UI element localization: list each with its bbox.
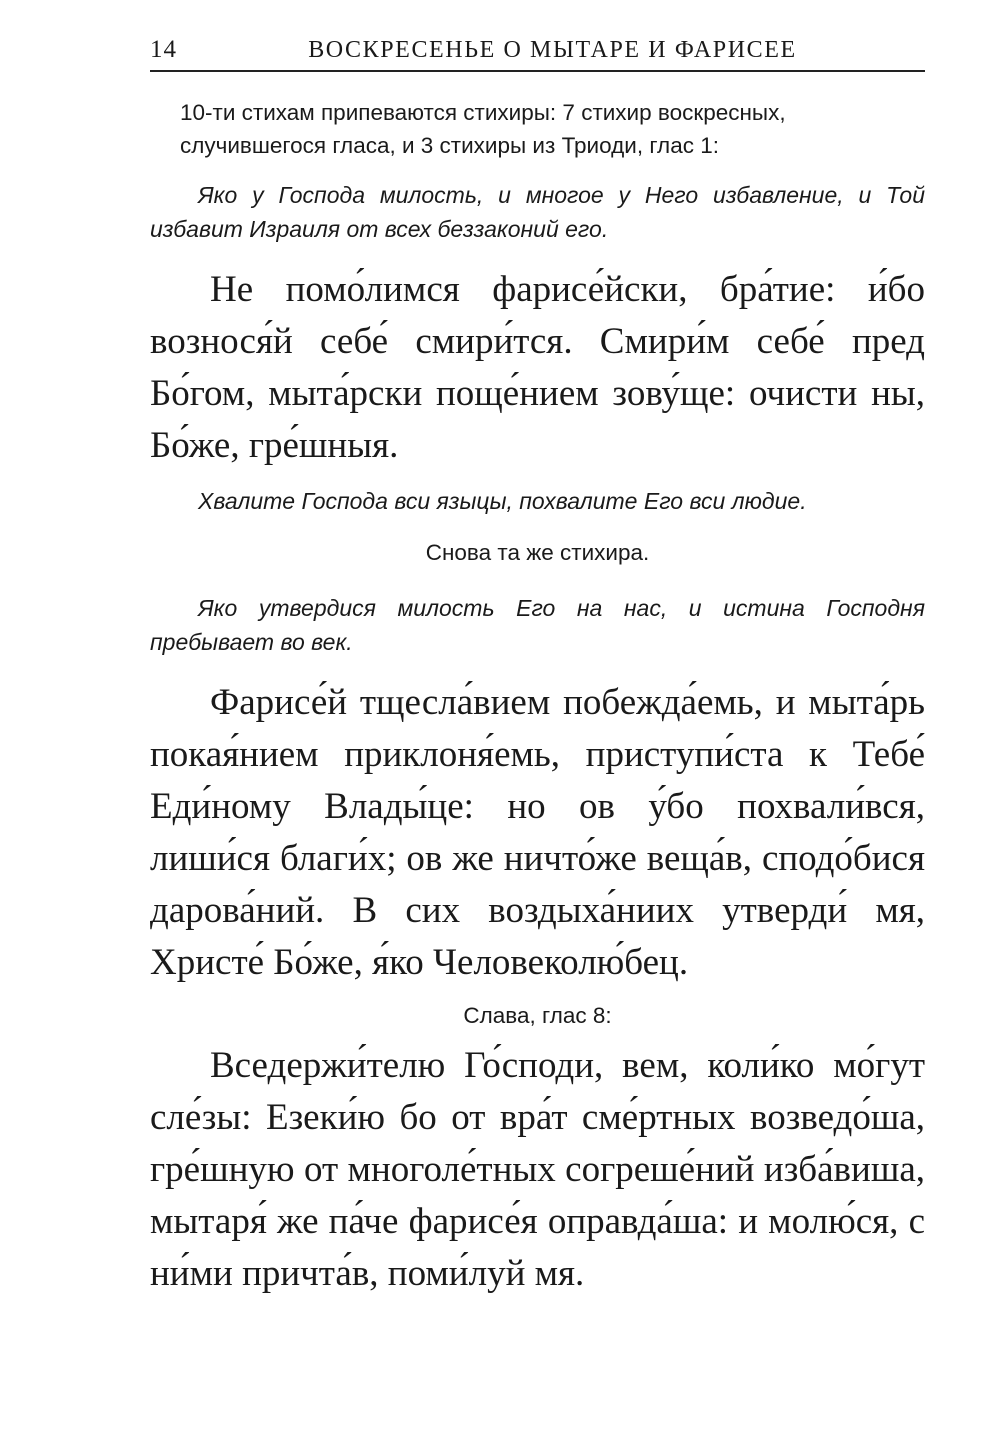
psalm-verse-2: Хвалите Господа вси языцы, похвалите Его вси людие. — [198, 488, 807, 514]
psalm-verse-1: Яко у Господа милость, и многое у Него избавление, и Той избавит Израиля от всех беззаконий его. — [150, 182, 925, 242]
sticheron-2: Фарисе́й тщесла́вием побежда́емь, и мыта́рь покая́нием приклоня́емь, приступи́ста к Тебе́ Еди́ному Влады́це: но ов у́бо похвали́вся, лиши́ся благи́х; ов же ничто́же веща́в, сподо́бися дарова́ний. В сих воздыха́ниих утверди́ мя, Христе́ Бо́же, я́ко Человеколю́бец. — [150, 682, 925, 983]
psalm-verse-3: Яко утвердися милость Его на нас, и истина Господня пребывает во век. — [150, 595, 925, 655]
glory-sticheron: Вседержи́телю Го́споди, вем, коли́ко мо́гут сле́зы: Езеки́ю бо от вра́т сме́ртных возведо́ша, гре́шную от многоле́тных согреше́ний изба́виша, мытаря́ же па́че фарисе́я оправда́ша: и молю́ся, с ни́ми причта́в, поми́луй мя. — [150, 1045, 925, 1294]
repeat-rubric: Снова та же стихира. — [425, 540, 650, 565]
book-page — [150, 36, 925, 1300]
intro-rubric: 10-ти стихам припеваются стихиры: 7 стихир воскресных, случившегося гласа, и 3 стихиры из Триоди, глас 1: — [180, 100, 786, 158]
running-title: ВОСКРЕСЕНЬЕ О МЫТАРЕ И ФАРИСЕЕ — [308, 37, 797, 63]
glory-rubric: Слава, глас 8: — [463, 1003, 612, 1028]
sticheron-1: Не помо́лимся фарисе́йски, бра́тие: и́бо вознося́й себе́ смири́тся. Смири́м себе́ пред Бо́гом, мыта́рски поще́нием зову́ще: очисти ны, Бо́же, гре́шныя. — [150, 269, 925, 466]
page-number: 14 — [150, 36, 177, 63]
running-header — [150, 36, 925, 72]
